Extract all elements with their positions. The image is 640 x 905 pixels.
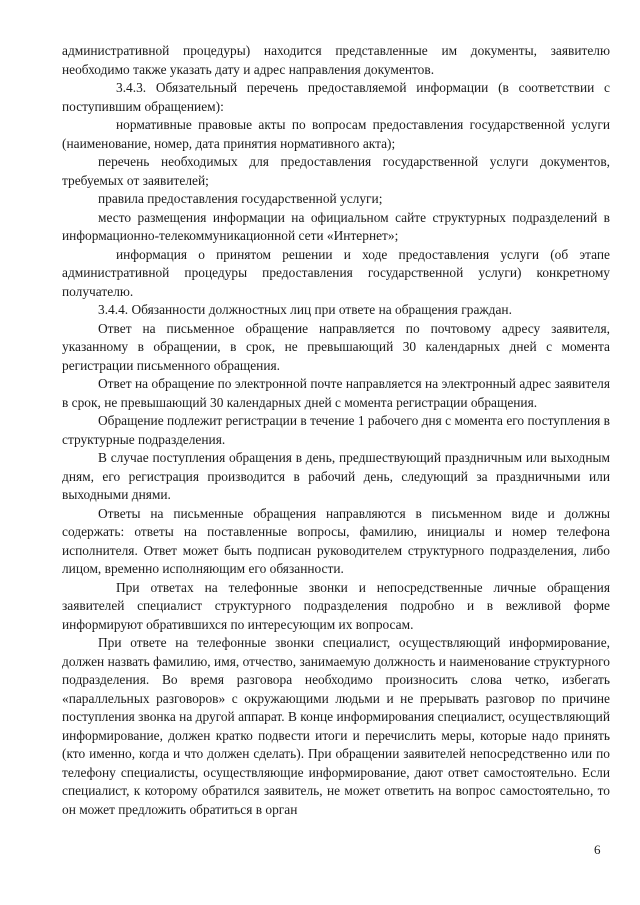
paragraph: При ответе на телефонные звонки специалист, осуществляющий информирование, должен назвать фамилию, имя, отчество, занимаемую должность и наименование структурного подразделения. Во время разговора необходимо произносить слова четко, избегать «параллельных разговоров» с окружающими людьми и не прерывать разговор по причине поступления звонка на другой аппарат. В конце информирования специалист, осуществляющий информирование, должен кратко подвести итоги и перечислить меры, которые надо принять (кто именно, когда и что должен сделать). При обращении заявителей непосредственно или по телефону специалисты, осуществляющие информирование, дают ответ самостоятельно. Если специалист, к которому обратился заявитель, не может ответить на вопрос самостоятельно, то он может предложить обратиться в орган [62, 635, 610, 817]
paragraph: При ответах на телефонные звонки и непосредственные личные обращения заявителей специалист структурного подразделения подробно и в вежливой форме информируют обратившихся по интересующим их вопросам. [62, 579, 610, 632]
paragraph: 3.4.3. Обязательный перечень предоставляемой информации (в соответствии с поступившим обращением): [62, 80, 610, 114]
paragraph: Ответ на письменное обращение направляется по почтовому адресу заявителя, указанному в обращении, в срок, не превышающий 30 календарных дней с момента регистрации письменного обращения. [62, 320, 610, 373]
paragraph: В случае поступления обращения в день, предшествующий праздничным или выходным дням, его регистрация производится в рабочий день, следующий за праздничными или выходными днями. [62, 450, 610, 502]
paragraph: правила предоставления государственной услуги; [98, 191, 383, 206]
page-body [62, 42, 610, 819]
paragraph: перечень необходимых для предоставления государственной услуги документов, требуемых от заявителей; [62, 154, 610, 188]
paragraph: информация о принятом решении и ходе предоставления услуги (об этапе административной процедуры предоставления государственной услуги) конкретному получателю. [62, 246, 610, 299]
paragraph: Ответ на обращение по электронной почте направляется на электронный адрес заявителя в срок, не превышающий 30 календарных дней с момента регистрации обращения. [62, 376, 610, 410]
paragraph: место размещения информации на официальном сайте структурных подразделений в информационно-телекоммуникационной сети «Интернет»; [62, 209, 610, 243]
page-number: 6 [594, 842, 601, 857]
paragraph: административной процедуры) находится представленные им документы, заявителю необходимо также указать дату и адрес направления документов. [62, 43, 610, 77]
paragraph: Ответы на письменные обращения направляются в письменном виде и должны содержать: ответы на поставленные вопросы, фамилию, инициалы и номер телефона исполнителя. Ответ может быть подписан руководителем структурного подразделения, либо лицом, временно исполняющим его обязанности. [62, 505, 610, 576]
paragraph: 3.4.4. Обязанности должностных лиц при ответе на обращения граждан. [98, 302, 512, 317]
paragraph: нормативные правовые акты по вопросам предоставления государственной услуги (наименование, номер, дата принятия нормативного акта); [62, 117, 610, 151]
paragraph: Обращение подлежит регистрации в течение 1 рабочего дня с момента его поступления в структурные подразделения. [62, 413, 610, 447]
